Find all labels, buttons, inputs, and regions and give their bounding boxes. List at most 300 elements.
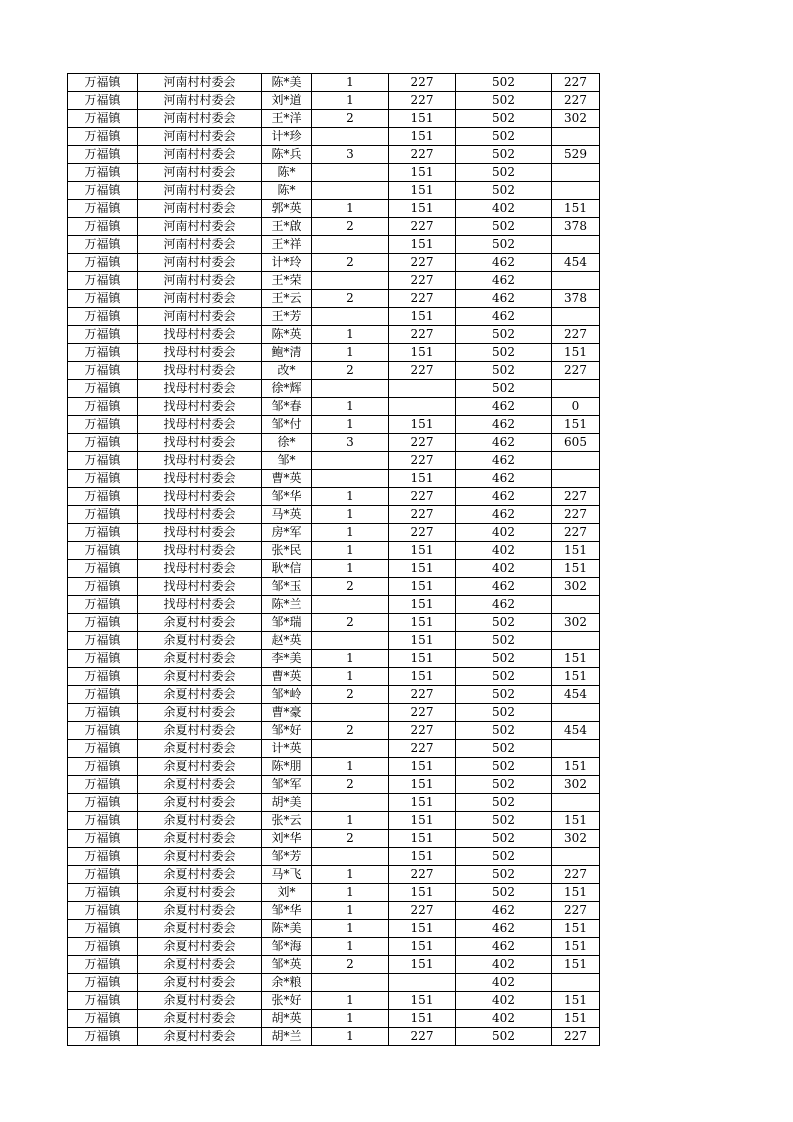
village-cell: 余夏村村委会	[138, 1010, 262, 1028]
name-cell: 曹*豪	[262, 704, 312, 722]
total-cell: 227	[552, 326, 600, 344]
town-cell: 万福镇	[68, 146, 138, 164]
value-b-cell: 462	[456, 902, 552, 920]
total-cell	[552, 848, 600, 866]
town-cell: 万福镇	[68, 164, 138, 182]
name-cell: 邹*玉	[262, 578, 312, 596]
village-cell: 余夏村村委会	[138, 938, 262, 956]
village-cell: 找母村村委会	[138, 524, 262, 542]
count-cell: 1	[312, 326, 389, 344]
village-cell: 找母村村委会	[138, 326, 262, 344]
count-cell: 1	[312, 902, 389, 920]
table-row	[68, 254, 600, 272]
village-cell: 余夏村村委会	[138, 992, 262, 1010]
table-row	[68, 182, 600, 200]
value-a-cell: 227	[389, 704, 456, 722]
village-cell: 余夏村村委会	[138, 776, 262, 794]
count-cell: 1	[312, 884, 389, 902]
village-cell: 河南村村委会	[138, 182, 262, 200]
value-b-cell: 462	[456, 398, 552, 416]
count-cell: 1	[312, 74, 389, 92]
total-cell: 302	[552, 830, 600, 848]
data-table	[67, 73, 600, 1046]
village-cell: 找母村村委会	[138, 362, 262, 380]
value-b-cell: 502	[456, 344, 552, 362]
total-cell	[552, 452, 600, 470]
value-b-cell: 502	[456, 92, 552, 110]
table-row	[68, 560, 600, 578]
table-row	[68, 830, 600, 848]
value-b-cell: 462	[456, 578, 552, 596]
total-cell	[552, 974, 600, 992]
value-b-cell: 502	[456, 218, 552, 236]
total-cell: 151	[552, 884, 600, 902]
table-row	[68, 542, 600, 560]
value-a-cell: 227	[389, 254, 456, 272]
count-cell: 2	[312, 956, 389, 974]
name-cell: 邹*海	[262, 938, 312, 956]
village-cell: 找母村村委会	[138, 470, 262, 488]
table-row	[68, 506, 600, 524]
value-a-cell	[389, 398, 456, 416]
count-cell: 2	[312, 722, 389, 740]
town-cell: 万福镇	[68, 758, 138, 776]
count-cell: 2	[312, 110, 389, 128]
town-cell: 万福镇	[68, 236, 138, 254]
table-row	[68, 434, 600, 452]
count-cell	[312, 974, 389, 992]
count-cell: 2	[312, 218, 389, 236]
town-cell: 万福镇	[68, 452, 138, 470]
total-cell: 151	[552, 560, 600, 578]
value-b-cell: 402	[456, 974, 552, 992]
village-cell: 河南村村委会	[138, 110, 262, 128]
name-cell: 陈*美	[262, 920, 312, 938]
town-cell: 万福镇	[68, 686, 138, 704]
total-cell: 302	[552, 776, 600, 794]
total-cell: 151	[552, 416, 600, 434]
value-a-cell: 227	[389, 740, 456, 758]
name-cell: 李*美	[262, 650, 312, 668]
value-b-cell: 502	[456, 128, 552, 146]
count-cell	[312, 470, 389, 488]
value-a-cell: 151	[389, 596, 456, 614]
value-b-cell: 462	[456, 452, 552, 470]
value-a-cell: 151	[389, 992, 456, 1010]
value-a-cell: 151	[389, 200, 456, 218]
value-b-cell: 502	[456, 704, 552, 722]
village-cell: 河南村村委会	[138, 74, 262, 92]
name-cell: 陈*兵	[262, 146, 312, 164]
name-cell: 邹*春	[262, 398, 312, 416]
value-a-cell: 227	[389, 524, 456, 542]
table-row	[68, 578, 600, 596]
table-row	[68, 110, 600, 128]
town-cell: 万福镇	[68, 200, 138, 218]
village-cell: 余夏村村委会	[138, 866, 262, 884]
total-cell: 151	[552, 938, 600, 956]
name-cell: 胡*美	[262, 794, 312, 812]
village-cell: 河南村村委会	[138, 128, 262, 146]
table-row	[68, 848, 600, 866]
count-cell: 1	[312, 812, 389, 830]
name-cell: 陈*兰	[262, 596, 312, 614]
name-cell: 王*祥	[262, 236, 312, 254]
value-a-cell: 227	[389, 272, 456, 290]
total-cell: 151	[552, 650, 600, 668]
total-cell: 151	[552, 758, 600, 776]
value-b-cell: 462	[456, 308, 552, 326]
total-cell: 605	[552, 434, 600, 452]
value-b-cell: 502	[456, 110, 552, 128]
total-cell	[552, 308, 600, 326]
town-cell: 万福镇	[68, 308, 138, 326]
name-cell: 邹*华	[262, 488, 312, 506]
table-row	[68, 236, 600, 254]
value-a-cell: 151	[389, 884, 456, 902]
name-cell: 陈*	[262, 164, 312, 182]
village-cell: 余夏村村委会	[138, 686, 262, 704]
table-row	[68, 164, 600, 182]
village-cell: 余夏村村委会	[138, 614, 262, 632]
town-cell: 万福镇	[68, 1028, 138, 1046]
value-b-cell: 502	[456, 326, 552, 344]
table-row	[68, 416, 600, 434]
name-cell: 赵*英	[262, 632, 312, 650]
value-b-cell: 402	[456, 524, 552, 542]
village-cell: 找母村村委会	[138, 506, 262, 524]
total-cell	[552, 704, 600, 722]
table-row	[68, 452, 600, 470]
name-cell: 计*珍	[262, 128, 312, 146]
town-cell: 万福镇	[68, 128, 138, 146]
value-b-cell: 402	[456, 200, 552, 218]
count-cell: 2	[312, 614, 389, 632]
value-a-cell: 151	[389, 470, 456, 488]
name-cell: 张*民	[262, 542, 312, 560]
value-b-cell: 402	[456, 542, 552, 560]
town-cell: 万福镇	[68, 434, 138, 452]
value-a-cell: 151	[389, 308, 456, 326]
count-cell	[312, 848, 389, 866]
table-row	[68, 902, 600, 920]
count-cell: 1	[312, 524, 389, 542]
village-cell: 余夏村村委会	[138, 830, 262, 848]
count-cell: 1	[312, 506, 389, 524]
count-cell: 2	[312, 830, 389, 848]
count-cell: 1	[312, 938, 389, 956]
total-cell: 302	[552, 110, 600, 128]
village-cell: 余夏村村委会	[138, 668, 262, 686]
value-a-cell: 151	[389, 542, 456, 560]
count-cell: 2	[312, 776, 389, 794]
count-cell: 1	[312, 542, 389, 560]
village-cell: 余夏村村委会	[138, 794, 262, 812]
name-cell: 徐*	[262, 434, 312, 452]
village-cell: 余夏村村委会	[138, 848, 262, 866]
table-row	[68, 1028, 600, 1046]
value-a-cell	[389, 380, 456, 398]
value-b-cell: 462	[456, 596, 552, 614]
value-b-cell: 502	[456, 866, 552, 884]
count-cell: 1	[312, 920, 389, 938]
town-cell: 万福镇	[68, 812, 138, 830]
count-cell	[312, 272, 389, 290]
village-cell: 余夏村村委会	[138, 956, 262, 974]
town-cell: 万福镇	[68, 632, 138, 650]
value-a-cell: 227	[389, 362, 456, 380]
village-cell: 余夏村村委会	[138, 1028, 262, 1046]
table-row	[68, 668, 600, 686]
value-b-cell: 502	[456, 1028, 552, 1046]
count-cell: 1	[312, 668, 389, 686]
village-cell: 河南村村委会	[138, 290, 262, 308]
town-cell: 万福镇	[68, 560, 138, 578]
name-cell: 邹*英	[262, 956, 312, 974]
total-cell	[552, 794, 600, 812]
table-row	[68, 758, 600, 776]
table-row	[68, 380, 600, 398]
town-cell: 万福镇	[68, 218, 138, 236]
value-a-cell: 151	[389, 128, 456, 146]
count-cell	[312, 308, 389, 326]
town-cell: 万福镇	[68, 290, 138, 308]
table-row	[68, 128, 600, 146]
village-cell: 余夏村村委会	[138, 632, 262, 650]
value-b-cell: 502	[456, 776, 552, 794]
total-cell: 454	[552, 722, 600, 740]
count-cell: 1	[312, 560, 389, 578]
table-row	[68, 200, 600, 218]
value-b-cell: 462	[456, 416, 552, 434]
count-cell	[312, 380, 389, 398]
total-cell: 151	[552, 1010, 600, 1028]
name-cell: 王*荣	[262, 272, 312, 290]
value-b-cell: 462	[456, 938, 552, 956]
name-cell: 邹*芳	[262, 848, 312, 866]
table-row	[68, 920, 600, 938]
value-a-cell: 151	[389, 758, 456, 776]
name-cell: 余*粮	[262, 974, 312, 992]
total-cell: 151	[552, 956, 600, 974]
value-a-cell: 151	[389, 344, 456, 362]
town-cell: 万福镇	[68, 326, 138, 344]
value-a-cell: 151	[389, 614, 456, 632]
village-cell: 河南村村委会	[138, 308, 262, 326]
value-a-cell: 151	[389, 560, 456, 578]
total-cell: 454	[552, 254, 600, 272]
table-row	[68, 704, 600, 722]
table-row	[68, 632, 600, 650]
name-cell: 房*军	[262, 524, 312, 542]
name-cell: 邹*岭	[262, 686, 312, 704]
name-cell: 刘*	[262, 884, 312, 902]
name-cell: 王*芳	[262, 308, 312, 326]
town-cell: 万福镇	[68, 182, 138, 200]
town-cell: 万福镇	[68, 416, 138, 434]
count-cell: 2	[312, 254, 389, 272]
total-cell: 227	[552, 866, 600, 884]
value-b-cell: 462	[456, 470, 552, 488]
town-cell: 万福镇	[68, 506, 138, 524]
count-cell: 3	[312, 146, 389, 164]
table-row	[68, 884, 600, 902]
town-cell: 万福镇	[68, 668, 138, 686]
name-cell: 王*洋	[262, 110, 312, 128]
value-a-cell: 151	[389, 182, 456, 200]
count-cell	[312, 740, 389, 758]
count-cell	[312, 794, 389, 812]
name-cell: 马*飞	[262, 866, 312, 884]
town-cell: 万福镇	[68, 920, 138, 938]
value-b-cell: 502	[456, 812, 552, 830]
value-a-cell: 227	[389, 686, 456, 704]
name-cell: 张*云	[262, 812, 312, 830]
name-cell: 胡*兰	[262, 1028, 312, 1046]
town-cell: 万福镇	[68, 794, 138, 812]
count-cell: 2	[312, 686, 389, 704]
count-cell: 1	[312, 344, 389, 362]
name-cell: 邹*付	[262, 416, 312, 434]
town-cell: 万福镇	[68, 578, 138, 596]
name-cell: 陈*	[262, 182, 312, 200]
value-a-cell: 151	[389, 236, 456, 254]
value-b-cell: 462	[456, 434, 552, 452]
town-cell: 万福镇	[68, 74, 138, 92]
count-cell: 1	[312, 1010, 389, 1028]
village-cell: 余夏村村委会	[138, 974, 262, 992]
name-cell: 耿*信	[262, 560, 312, 578]
village-cell: 余夏村村委会	[138, 704, 262, 722]
name-cell: 邹*华	[262, 902, 312, 920]
value-a-cell: 151	[389, 794, 456, 812]
value-b-cell: 502	[456, 236, 552, 254]
value-a-cell: 151	[389, 812, 456, 830]
total-cell: 151	[552, 812, 600, 830]
town-cell: 万福镇	[68, 542, 138, 560]
total-cell	[552, 740, 600, 758]
name-cell: 邹*	[262, 452, 312, 470]
value-a-cell: 227	[389, 434, 456, 452]
value-a-cell: 227	[389, 218, 456, 236]
town-cell: 万福镇	[68, 488, 138, 506]
value-b-cell: 502	[456, 164, 552, 182]
town-cell: 万福镇	[68, 110, 138, 128]
table-row	[68, 794, 600, 812]
table-row	[68, 92, 600, 110]
total-cell: 151	[552, 542, 600, 560]
total-cell	[552, 128, 600, 146]
count-cell	[312, 182, 389, 200]
value-b-cell: 502	[456, 884, 552, 902]
name-cell: 刘*道	[262, 92, 312, 110]
count-cell: 1	[312, 488, 389, 506]
value-a-cell	[389, 974, 456, 992]
name-cell: 陈*美	[262, 74, 312, 92]
town-cell: 万福镇	[68, 596, 138, 614]
total-cell	[552, 272, 600, 290]
total-cell	[552, 164, 600, 182]
village-cell: 余夏村村委会	[138, 884, 262, 902]
town-cell: 万福镇	[68, 380, 138, 398]
total-cell	[552, 380, 600, 398]
village-cell: 找母村村委会	[138, 434, 262, 452]
value-b-cell: 462	[456, 290, 552, 308]
count-cell	[312, 632, 389, 650]
value-a-cell: 227	[389, 488, 456, 506]
village-cell: 河南村村委会	[138, 218, 262, 236]
count-cell	[312, 704, 389, 722]
town-cell: 万福镇	[68, 1010, 138, 1028]
village-cell: 余夏村村委会	[138, 902, 262, 920]
table-row	[68, 362, 600, 380]
value-a-cell: 227	[389, 146, 456, 164]
total-cell	[552, 596, 600, 614]
value-b-cell: 502	[456, 74, 552, 92]
village-cell: 河南村村委会	[138, 272, 262, 290]
village-cell: 余夏村村委会	[138, 722, 262, 740]
value-a-cell: 151	[389, 668, 456, 686]
value-a-cell: 151	[389, 578, 456, 596]
name-cell: 计*英	[262, 740, 312, 758]
table-row	[68, 812, 600, 830]
table-row	[68, 344, 600, 362]
value-b-cell: 502	[456, 182, 552, 200]
value-b-cell: 462	[456, 920, 552, 938]
total-cell: 227	[552, 1028, 600, 1046]
count-cell	[312, 236, 389, 254]
name-cell: 王*云	[262, 290, 312, 308]
total-cell: 151	[552, 200, 600, 218]
town-cell: 万福镇	[68, 902, 138, 920]
village-cell: 河南村村委会	[138, 164, 262, 182]
village-cell: 余夏村村委会	[138, 920, 262, 938]
town-cell: 万福镇	[68, 848, 138, 866]
table-row	[68, 956, 600, 974]
table-row	[68, 308, 600, 326]
name-cell: 邹*军	[262, 776, 312, 794]
total-cell	[552, 470, 600, 488]
count-cell: 1	[312, 650, 389, 668]
count-cell: 1	[312, 416, 389, 434]
name-cell: 王*啟	[262, 218, 312, 236]
value-a-cell: 151	[389, 164, 456, 182]
table-row	[68, 470, 600, 488]
value-a-cell: 227	[389, 74, 456, 92]
town-cell: 万福镇	[68, 830, 138, 848]
value-b-cell: 402	[456, 956, 552, 974]
town-cell: 万福镇	[68, 470, 138, 488]
table-body	[68, 74, 600, 1046]
value-b-cell: 502	[456, 380, 552, 398]
value-b-cell: 402	[456, 1010, 552, 1028]
town-cell: 万福镇	[68, 398, 138, 416]
total-cell: 302	[552, 578, 600, 596]
total-cell: 151	[552, 668, 600, 686]
village-cell: 找母村村委会	[138, 560, 262, 578]
town-cell: 万福镇	[68, 272, 138, 290]
value-a-cell: 151	[389, 956, 456, 974]
name-cell: 曹*英	[262, 668, 312, 686]
value-b-cell: 462	[456, 506, 552, 524]
name-cell: 刘*华	[262, 830, 312, 848]
value-b-cell: 502	[456, 146, 552, 164]
value-b-cell: 502	[456, 794, 552, 812]
value-a-cell: 151	[389, 110, 456, 128]
village-cell: 河南村村委会	[138, 254, 262, 272]
village-cell: 余夏村村委会	[138, 758, 262, 776]
total-cell: 529	[552, 146, 600, 164]
